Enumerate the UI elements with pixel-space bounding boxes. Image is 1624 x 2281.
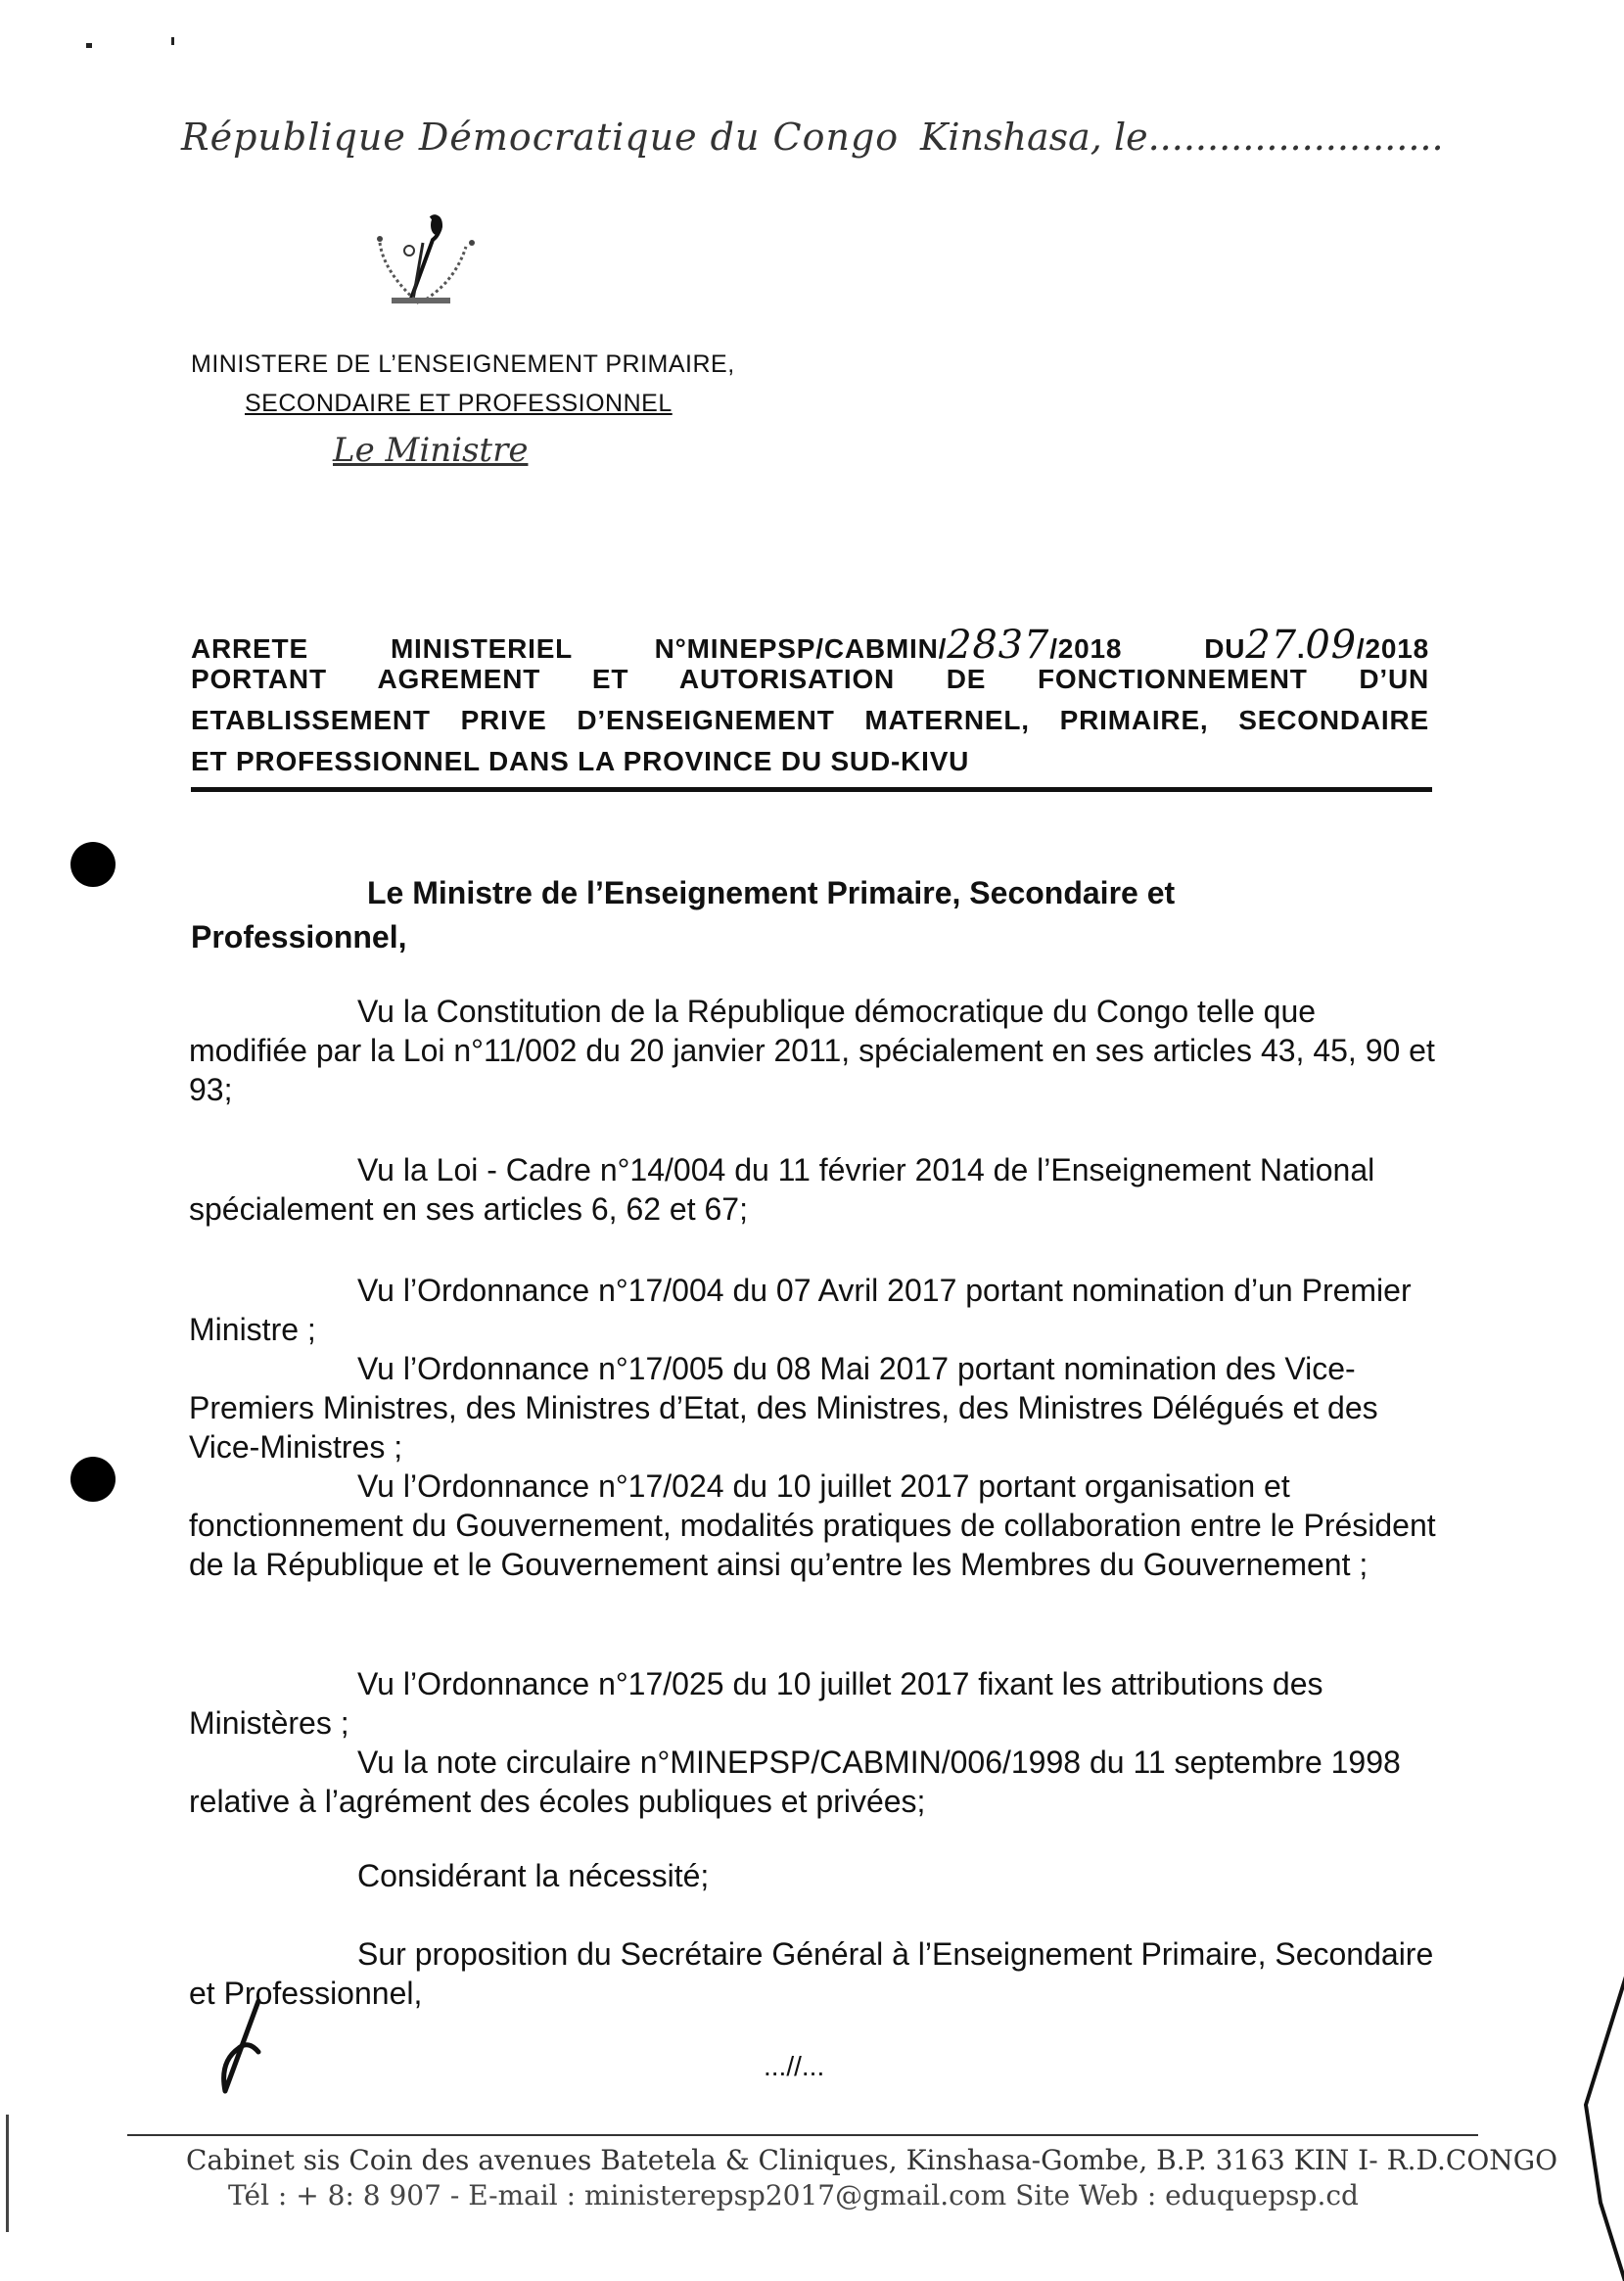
decree-title-line2: PORTANT AGREMENT ET AUTORISATION DE FONCTIONNEMENT D’UN — [191, 664, 1429, 694]
paragraph-text: Considérant la nécessité; — [357, 1858, 710, 1893]
handwritten-decree-number: 2837 — [947, 623, 1050, 668]
decree-title-line1 — [191, 623, 1429, 668]
paragraph-circulaire — [189, 1743, 1442, 1821]
preamble-line2: Professionnel, — [191, 919, 407, 954]
paragraph-text: Vu la Constitution de la République démocratique du Congo telle que modifiée par la Loi n°11/002 du 20 janvier 2011, spécialement en ses articles 43, 45, 90 et 93; — [189, 994, 1435, 1107]
paragraph-ordonnance-025 — [189, 1664, 1442, 1743]
paragraph-ordonnance-005 — [189, 1349, 1442, 1466]
paragraph-loi-cadre — [189, 1150, 1442, 1229]
handwritten-day: 27 — [1245, 623, 1297, 668]
paragraph-ordonnance-024 — [189, 1466, 1442, 1584]
coat-of-arms-emblem — [362, 213, 489, 311]
paragraph-text: Vu la Loi - Cadre n°14/004 du 11 février 2014 de l’Enseignement National spécialement en ses articles 6, 62 et 67; — [189, 1152, 1375, 1227]
footer-contact: Tél : + 8: 8 907 - E-mail : ministerepsp2017@gmail.com Site Web : eduquepsp.cd — [228, 2179, 1359, 2211]
punch-hole — [70, 1457, 116, 1502]
paragraph-proposition — [189, 1934, 1442, 2013]
paragraph-text: Vu l’Ordonnance n°17/025 du 10 juillet 2017 fixant les attributions des Ministères ; — [189, 1666, 1323, 1741]
republic-heading: République Démocratique du Congo — [181, 116, 900, 159]
preamble — [191, 871, 1434, 959]
date-separator: . — [1296, 633, 1306, 664]
paragraph-considerant — [189, 1856, 1442, 1895]
paragraph-constitution — [189, 992, 1442, 1109]
title-date-year: /2018 — [1356, 633, 1429, 664]
ministry-name-line1: MINISTERE DE L’ENSEIGNEMENT PRIMAIRE, — [191, 350, 735, 378]
paragraph-text: Vu l’Ordonnance n°17/005 du 08 Mai 2017 portant nomination des Vice-Premiers Ministres, des Ministres d’Etat, des Ministres, des Ministres Délégués et des Vice-Ministres ; — [189, 1351, 1378, 1465]
title-word: ARRETE — [191, 633, 308, 664]
handwritten-month: 09 — [1305, 623, 1357, 668]
decree-date-group — [1204, 623, 1429, 668]
scan-edge-line — [6, 2115, 9, 2232]
decree-title-line4: ET PROFESSIONNEL DANS LA PROVINCE DU SUD-KIVU — [191, 746, 970, 776]
minister-heading: Le Ministre — [333, 431, 529, 470]
title-ref: N°MINEPSP/CABMIN/ — [654, 633, 948, 664]
punch-hole — [70, 842, 116, 887]
footer-rule — [127, 2134, 1478, 2136]
paragraph-text: Vu l’Ordonnance n°17/004 du 07 Avril 2017 portant nomination d’un Premier Ministre ; — [189, 1273, 1412, 1347]
paragraph-text: Vu la note circulaire n°MINEPSP/CABMIN/006/1998 du 11 septembre 1998 relative à l’agrément des écoles publiques et privées; — [189, 1745, 1401, 1819]
handwritten-initial-mark — [215, 1997, 274, 2095]
decree-number-group — [654, 623, 1123, 668]
title-year: /2018 — [1049, 633, 1123, 664]
title-word: MINISTERIEL — [390, 633, 573, 664]
scan-speck — [171, 37, 174, 45]
paragraph-text: Sur proposition du Secrétaire Général à l’Enseignement Primaire, Secondaire et Professionnel, — [189, 1936, 1434, 2011]
ministry-name-line2: SECONDAIRE ET PROFESSIONNEL — [245, 390, 673, 417]
scan-page-edge — [1566, 1948, 1624, 2281]
title-underline-rule — [191, 787, 1432, 792]
title-du: DU — [1204, 633, 1246, 664]
footer-address: Cabinet sis Coin des avenues Batetela & Cliniques, Kinshasa-Gombe, B.P. 3163 KIN I- R.D.CONGO — [186, 2144, 1558, 2176]
paragraph-ordonnance-004 — [189, 1271, 1442, 1349]
scan-speck — [86, 43, 92, 48]
paragraph-text: Vu l’Ordonnance n°17/024 du 10 juillet 2017 portant organisation et fonctionnement du Gouvernement, modalités pratiques de collaboration entre le Président de la République et le Gouvernement ainsi qu’entre les Membres du Gouvernement ; — [189, 1468, 1436, 1582]
place-date-line: Kinshasa, le......................... — [920, 116, 1444, 159]
decree-title-line3: ETABLISSEMENT PRIVE D’ENSEIGNEMENT MATERNEL, PRIMAIRE, SECONDAIRE — [191, 705, 1429, 735]
preamble-line1: Le Ministre de l’Enseignement Primaire, Secondaire et — [367, 875, 1176, 910]
continuation-marker: ...//... — [764, 2051, 825, 2081]
